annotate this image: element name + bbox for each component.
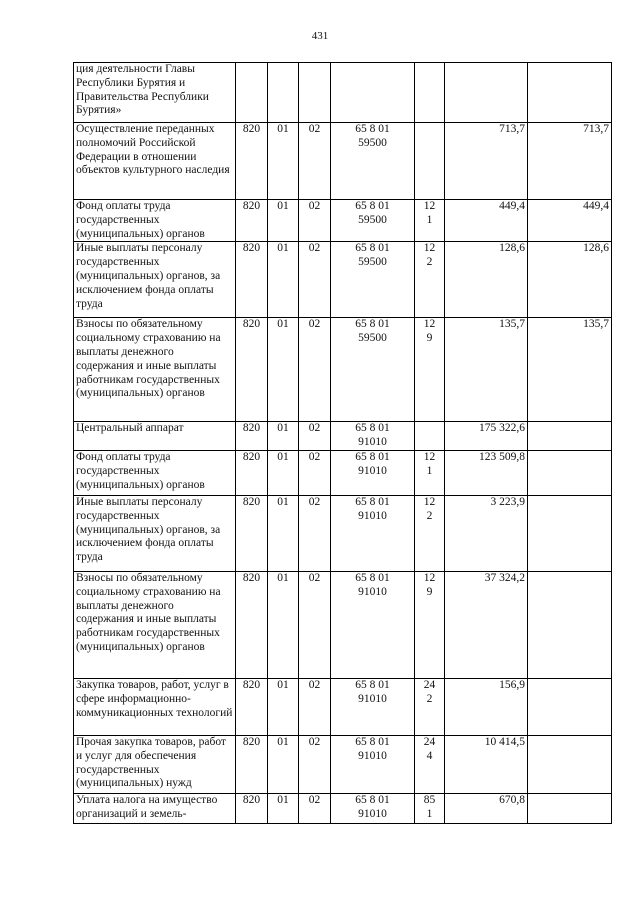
section-code: 01 [268,735,299,793]
item-name: Фонд оплаты труда государственных (муниципальных) органов [74,200,236,242]
section-code: 01 [268,200,299,242]
target-article-code: 65 8 01 59500 [331,318,415,422]
table-row [74,63,612,123]
target-article-code: 65 8 01 59500 [331,123,415,200]
item-name: Прочая закупка товаров, работ и услуг для обеспечения государственных (муниципальных) нужд [74,735,236,793]
expense-type-code: 12 2 [415,242,445,318]
target-article-code: 65 8 01 91010 [331,450,415,495]
table-row [74,200,612,242]
section-code: 01 [268,571,299,678]
subsection-code: 02 [299,793,331,823]
amount-year-2 [528,495,612,571]
ministry-code: 820 [236,242,268,318]
section-code: 01 [268,318,299,422]
section-code [268,63,299,123]
amount-year-1: 713,7 [445,123,528,200]
item-name: Фонд оплаты труда государственных (муниципальных) органов [74,450,236,495]
ministry-code: 820 [236,123,268,200]
subsection-code: 02 [299,571,331,678]
target-article-code [331,63,415,123]
subsection-code: 02 [299,422,331,451]
target-article-code: 65 8 01 91010 [331,793,415,823]
expense-type-code [415,123,445,200]
subsection-code: 02 [299,123,331,200]
amount-year-2 [528,422,612,451]
expense-type-code: 12 1 [415,200,445,242]
subsection-code [299,63,331,123]
table-row [74,318,612,422]
amount-year-1: 175 322,6 [445,422,528,451]
amount-year-2: 128,6 [528,242,612,318]
target-article-code: 65 8 01 91010 [331,571,415,678]
amount-year-2 [528,571,612,678]
item-name: Центральный аппарат [74,422,236,451]
section-code: 01 [268,450,299,495]
amount-year-1: 156,9 [445,678,528,735]
amount-year-2 [528,450,612,495]
ministry-code: 820 [236,495,268,571]
ministry-code: 820 [236,450,268,495]
subsection-code: 02 [299,450,331,495]
amount-year-1: 670,8 [445,793,528,823]
section-code: 01 [268,242,299,318]
item-name: Закупка товаров, работ, услуг в сфере информационно-коммуникационных технологий [74,678,236,735]
target-article-code: 65 8 01 59500 [331,242,415,318]
section-code: 01 [268,422,299,451]
amount-year-1: 128,6 [445,242,528,318]
page-number: 431 [311,30,329,42]
ministry-code: 820 [236,422,268,451]
expense-type-code [415,63,445,123]
amount-year-1: 10 414,5 [445,735,528,793]
amount-year-2: 713,7 [528,123,612,200]
section-code: 01 [268,678,299,735]
expense-type-code: 85 1 [415,793,445,823]
expense-type-code: 12 2 [415,495,445,571]
subsection-code: 02 [299,242,331,318]
item-name: Иные выплаты персоналу государственных (муниципальных) органов, за исключением фонда оплаты труда [74,495,236,571]
amount-year-1: 449,4 [445,200,528,242]
ministry-code: 820 [236,793,268,823]
table-row [74,735,612,793]
table-row [74,793,612,823]
subsection-code: 02 [299,735,331,793]
target-article-code: 65 8 01 91010 [331,495,415,571]
expense-type-code: 12 9 [415,571,445,678]
ministry-code: 820 [236,735,268,793]
subsection-code: 02 [299,200,331,242]
target-article-code: 65 8 01 59500 [331,200,415,242]
table-row [74,571,612,678]
budget-table [73,62,612,824]
subsection-code: 02 [299,495,331,571]
amount-year-2 [528,793,612,823]
amount-year-1: 3 223,9 [445,495,528,571]
table-row [74,242,612,318]
target-article-code: 65 8 01 91010 [331,422,415,451]
amount-year-2: 449,4 [528,200,612,242]
amount-year-2: 135,7 [528,318,612,422]
subsection-code: 02 [299,318,331,422]
table-row [74,495,612,571]
ministry-code: 820 [236,200,268,242]
amount-year-2 [528,735,612,793]
item-name: ция деятельности Главы Республики Бурятия и Правительства Республики Бурятия» [74,63,236,123]
amount-year-2 [528,678,612,735]
section-code: 01 [268,793,299,823]
ministry-code: 820 [236,318,268,422]
item-name: Взносы по обязательному социальному страхованию на выплаты денежного содержания и иные выплаты работникам государственных (муниципальных) органов [74,571,236,678]
table-row [74,123,612,200]
item-name: Осуществление переданных полномочий Российской Федерации в отношении объектов культурного наследия [74,123,236,200]
item-name: Уплата налога на имущество организаций и земель- [74,793,236,823]
expense-type-code: 12 1 [415,450,445,495]
ministry-code: 820 [236,571,268,678]
table-row [74,422,612,451]
section-code: 01 [268,495,299,571]
ministry-code: 820 [236,678,268,735]
amount-year-1 [445,63,528,123]
expense-type-code: 12 9 [415,318,445,422]
amount-year-1: 123 509,8 [445,450,528,495]
expense-type-code: 24 4 [415,735,445,793]
item-name: Иные выплаты персоналу государственных (муниципальных) органов, за исключением фонда оплаты труда [74,242,236,318]
expense-type-code [415,422,445,451]
section-code: 01 [268,123,299,200]
ministry-code [236,63,268,123]
target-article-code: 65 8 01 91010 [331,735,415,793]
table-row [74,450,612,495]
subsection-code: 02 [299,678,331,735]
amount-year-2 [528,63,612,123]
item-name: Взносы по обязательному социальному страхованию на выплаты денежного содержания и иные выплаты работникам государственных (муниципальных) органов [74,318,236,422]
amount-year-1: 37 324,2 [445,571,528,678]
table-row [74,678,612,735]
expense-type-code: 24 2 [415,678,445,735]
target-article-code: 65 8 01 91010 [331,678,415,735]
amount-year-1: 135,7 [445,318,528,422]
